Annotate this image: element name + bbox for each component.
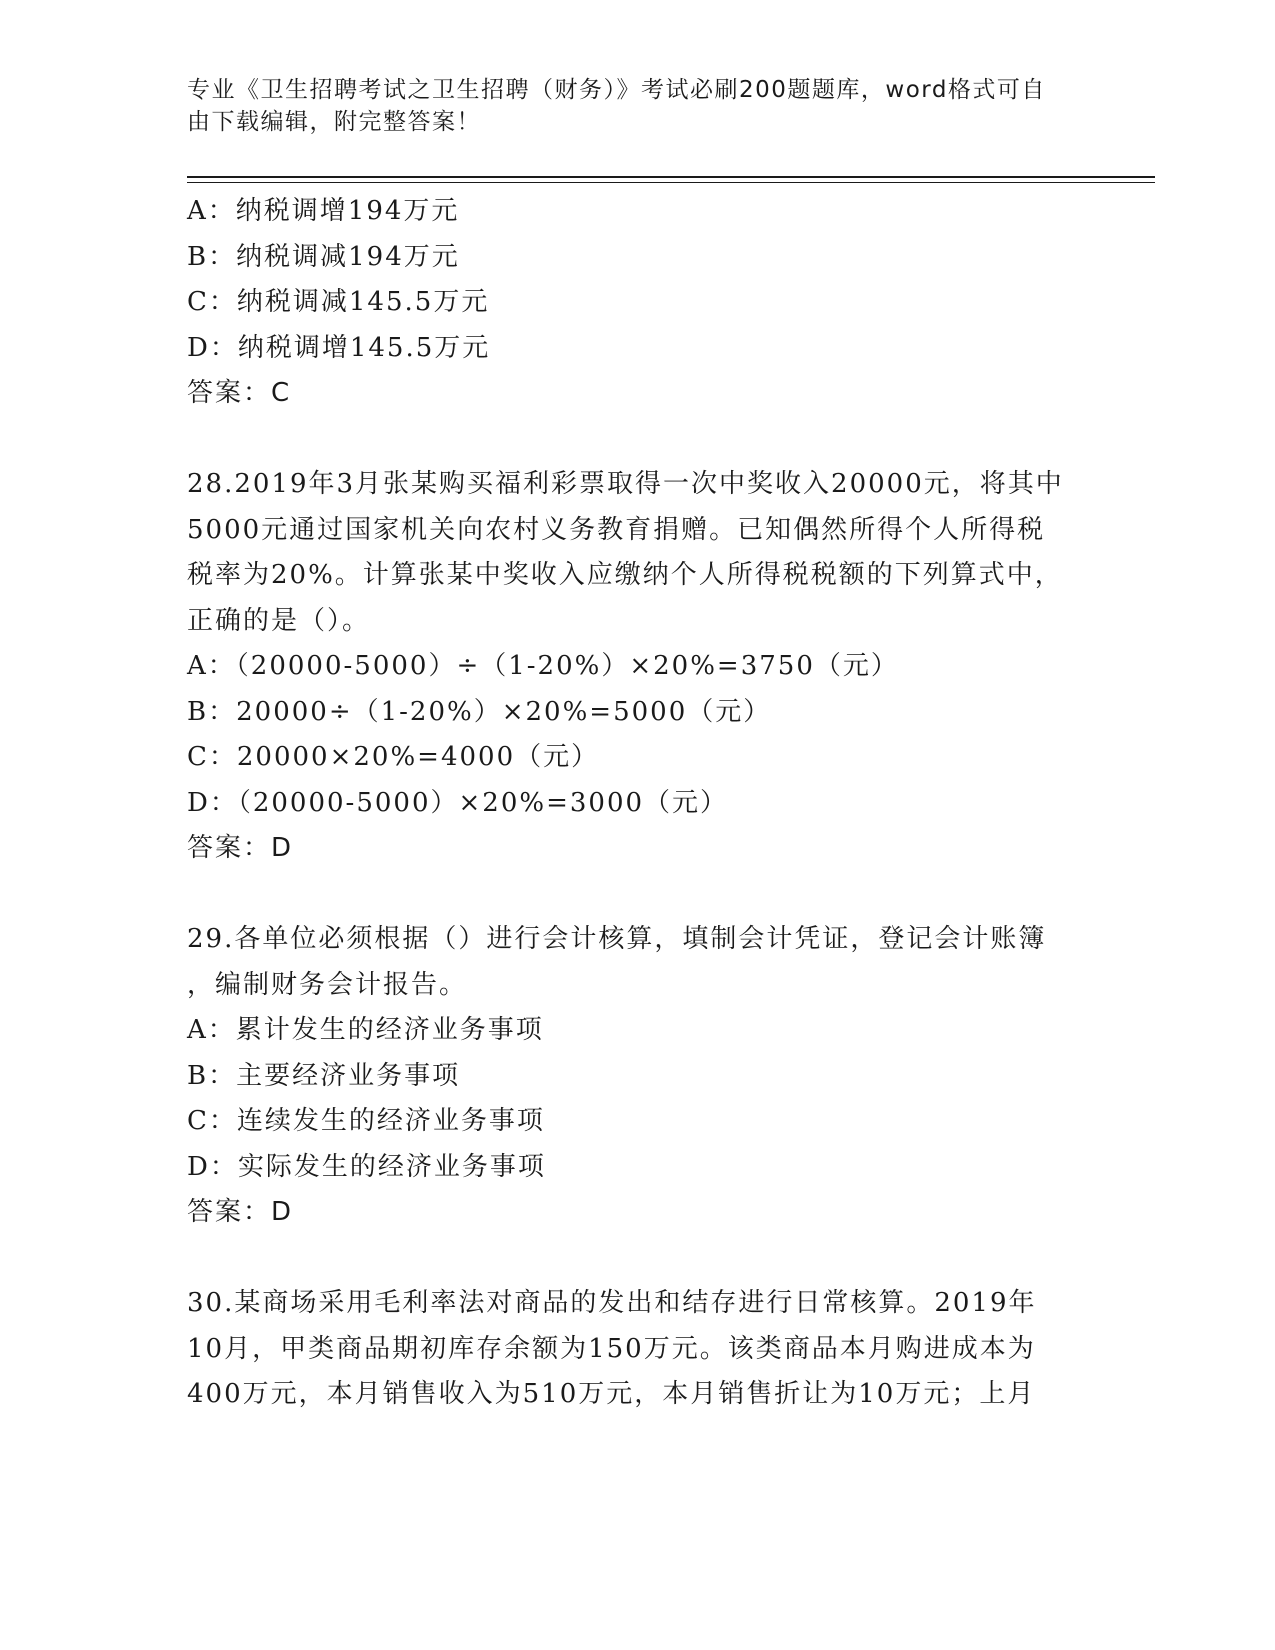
answer: 答案：D	[187, 1197, 294, 1227]
header-line-2: 由下载编辑，附完整答案！	[187, 109, 481, 135]
question-stem-line: 10月，甲类商品期初库存余额为150万元。该类商品本月购进成本为	[187, 1333, 1036, 1364]
question-stem-line: 正确的是（）。	[187, 605, 371, 636]
question-29	[187, 917, 1087, 1236]
header-divider-thick	[187, 176, 1155, 178]
question-stem-line: 税率为20%。计算张某中奖收入应缴纳个人所得税税额的下列算式中，	[187, 560, 1063, 590]
option-c: C：20000×20%=4000（元）	[187, 742, 600, 772]
option-a: A：（20000-5000）÷（1-20%）×20%=3750（元）	[187, 651, 899, 681]
option-c: C：连续发生的经济业务事项	[187, 1106, 545, 1136]
option-d: D：（20000-5000）×20%=3000（元）	[187, 787, 729, 818]
spacer	[187, 417, 1087, 463]
question-stem-line: 5000元通过国家机关向农村义务教育捐赠。已知偶然所得个人所得税	[187, 514, 1046, 545]
document-header	[187, 74, 1067, 138]
answer: 答案：D	[187, 833, 294, 863]
question-30	[187, 1281, 1087, 1418]
question-stem-line: 29.各单位必须根据（）进行会计核算，填制会计凭证，登记会计账簿	[187, 924, 1047, 954]
answer: 答案：C	[187, 378, 292, 408]
option-b: B：纳税调减194万元	[187, 241, 460, 272]
header-divider-thin	[187, 182, 1155, 183]
option-b: B：20000÷（1-20%）×20%=5000（元）	[187, 696, 772, 727]
spacer	[187, 872, 1087, 918]
question-stem-line: 30.某商场采用毛利率法对商品的发出和结存进行日常核算。2019年	[187, 1288, 1037, 1318]
option-c: C：纳税调减145.5万元	[187, 287, 490, 317]
option-d: D：实际发生的经济业务事项	[187, 1151, 546, 1182]
question-stem-line: 28.2019年3月张某购买福利彩票取得一次中奖收入20000元，将其中	[187, 469, 1064, 499]
option-a: A：纳税调增194万元	[187, 196, 460, 226]
question-stem-line: 400万元，本月销售收入为510万元，本月销售折让为10万元；上月	[187, 1379, 1036, 1409]
option-b: B：主要经济业务事项	[187, 1060, 461, 1091]
document-body	[187, 189, 1087, 1418]
header-line-1: 专业《卫生招聘考试之卫生招聘（财务）》考试必刷200题题库，word格式可自	[187, 77, 1046, 103]
question-27	[187, 189, 1087, 417]
spacer	[187, 1236, 1087, 1282]
question-stem-line: ，编制财务会计报告。	[187, 969, 468, 1000]
question-28	[187, 462, 1087, 872]
option-d: D：纳税调增145.5万元	[187, 332, 491, 363]
option-a: A：累计发生的经济业务事项	[187, 1015, 544, 1045]
